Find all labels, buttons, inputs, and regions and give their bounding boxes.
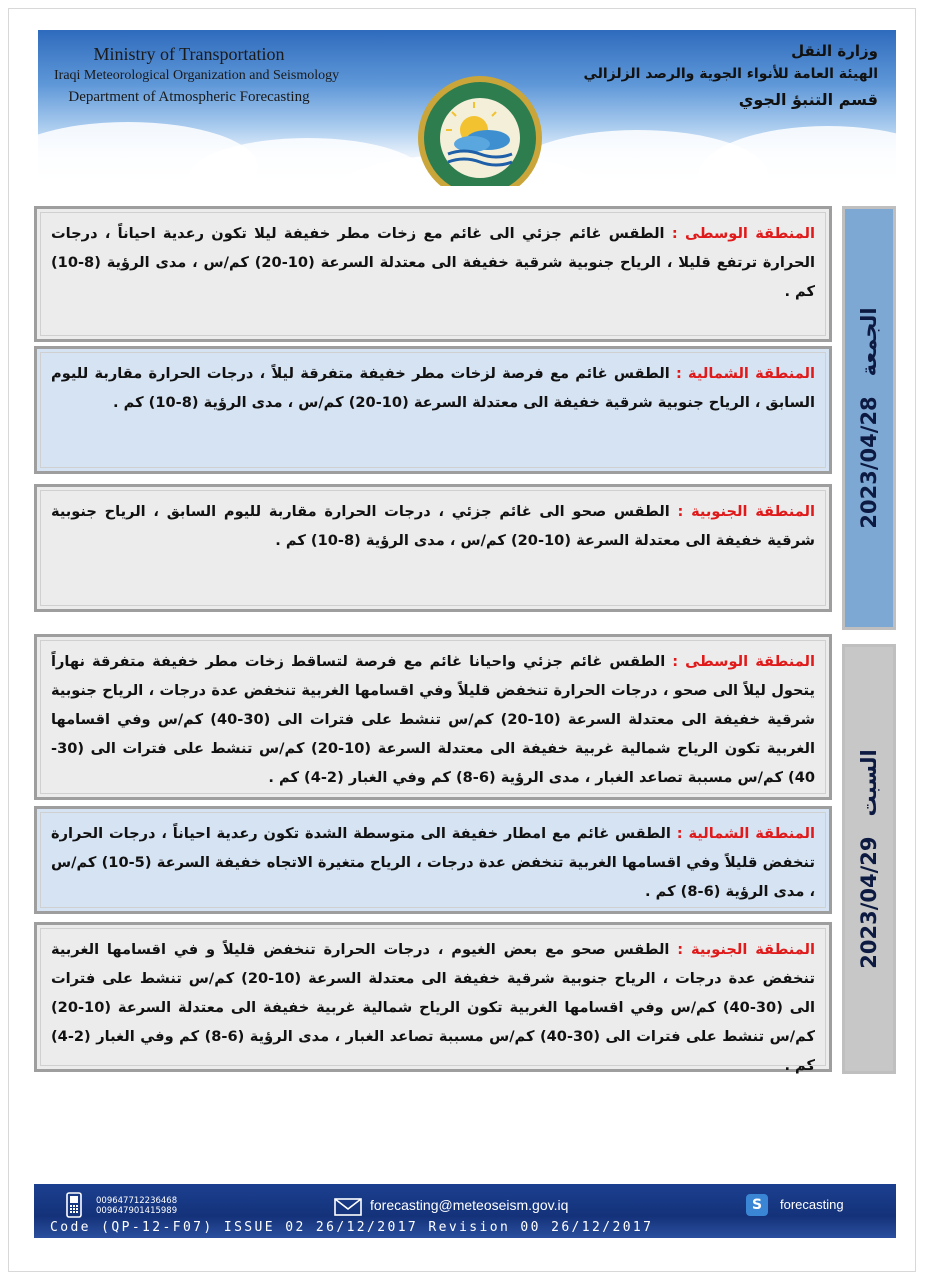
ministry-name-ar: وزارة النقل — [791, 42, 878, 60]
mail-icon — [334, 1198, 362, 1216]
phone-numbers — [96, 1196, 177, 1216]
forecast-south-friday — [34, 484, 832, 612]
header-english-block — [54, 44, 340, 106]
region-name: المنطقة الوسطى : — [672, 653, 815, 670]
department-name-ar: قسم التنبؤ الجوي — [738, 90, 878, 109]
region-forecast-text: الطقس غائم مع فرصة لزخات مطر خفيفة متفرقة ليلاً ، درجات الحرارة مقاربة لليوم السابق ، الرياح جنوبية شرقية خفيفة الى معتدلة السرعة (10-20) كم/س ، مدى الرؤية (8-10) كم . — [51, 365, 815, 411]
region-name: المنطقة الوسطى : — [671, 225, 815, 242]
region-name: المنطقة الجنوبية : — [677, 941, 816, 958]
contact-email[interactable]: forecasting@meteoseism.gov.iq — [370, 1197, 569, 1213]
document-header — [38, 30, 896, 186]
skype-icon: S — [746, 1194, 768, 1216]
region-forecast-text: الطقس صحو الى غائم جزئي ، درجات الحرارة مقاربة لليوم السابق ، الرياح جنوبية شرقية خفيفة الى معتدلة السرعة (10-20) كم/س ، مدى الرؤية (8-10) كم . — [51, 503, 815, 549]
day-name: السبت — [857, 749, 881, 817]
forecast-central-friday — [34, 206, 832, 342]
document-code-line: Code (QP-12-F07) ISSUE 02 26/12/2017 Revision 00 26/12/2017 — [50, 1220, 654, 1235]
region-name: المنطقة الجنوبية : — [677, 503, 815, 520]
logo-emblem-icon — [414, 72, 546, 186]
region-forecast-text: الطقس صحو مع بعض الغيوم ، درجات الحرارة تنخفض قليلاً و في اقسامها الغربية تنخفض عدة درجات ، الرياح جنوبية شرقية خفيفة الى معتدلة السرعة (10-20) كم/س تنشط على فترات الى (30-40) كم/س وفي اقسامها الغربية تكون الرياح شمالية غربية خفيفة الى معتدلة السرعة (10-20) كم/س تنشط على فترات الى (30-40) كم/س مسببة تصاعد الغبار ، مدى الرؤية (6-8) كم وفي الغبار (2-4) كم . — [51, 941, 816, 1074]
department-name-en: Department of Atmospheric Forecasting — [68, 89, 310, 105]
region-name: المنطقة الشمالية : — [676, 825, 815, 842]
day-date: 2023/04/29 — [857, 836, 881, 969]
region-name: المنطقة الشمالية : — [675, 365, 815, 382]
organization-name-ar: الهيئة العامة للأنواء الجوية والرصد الزلزالي — [583, 66, 878, 82]
skype-handle: forecasting — [780, 1197, 844, 1212]
phone-number-1: 009647712236468 — [96, 1196, 178, 1206]
day-name: الجمعة — [857, 307, 881, 377]
day-date: 2023/04/28 — [857, 396, 881, 529]
ministry-name-en: Ministry of Transportation — [93, 44, 285, 64]
region-forecast-text: الطقس غائم جزئي الى غائم مع زخات مطر خفيفة ليلا تكون رعدية احياناً ، درجات الحرارة ترتفع قليلا ، الرياح جنوبية شرقية خفيفة الى معتدلة السرعة (10-20) كم/س ، مدى الرؤية (8-10) كم . — [51, 225, 815, 300]
header-arabic-block — [583, 42, 878, 109]
forecast-north-friday — [34, 346, 832, 474]
forecast-central-saturday — [34, 634, 832, 800]
forecast-north-saturday — [34, 806, 832, 914]
phone-icon — [64, 1192, 84, 1218]
phone-number-2: 009647901415989 — [96, 1206, 178, 1216]
organization-name-en: Iraqi Meteorological Organization and Seismology — [54, 68, 340, 83]
forecast-south-saturday — [34, 922, 832, 1072]
region-forecast-text: الطقس غائم مع امطار خفيفة الى متوسطة الشدة تكون رعدية احياناً ، درجات الحرارة تنخفض قليلاً وفي اقسامها الغربية تنخفض عدة درجات ، الرياح متغيرة الاتجاه خفيفة السرعة (5-10) كم/س ، مدى الرؤية (6-8) كم . — [51, 825, 815, 900]
day-tab-saturday — [842, 644, 896, 1074]
document-footer — [34, 1184, 896, 1238]
region-forecast-text: الطقس غائم جزئي واحيانا غائم مع فرصة لتساقط زخات مطر خفيفة متفرقة نهاراً يتحول ليلاً الى صحو ، درجات الحرارة تنخفض قليلاً وفي اقسامها الغربية تنخفض عدة درجات ، الرياح جنوبية شرقية خفيفة الى معتدلة السرعة (10-20) كم/س تنشط على فترات الى (30-40) كم/س وفي اقسامها الغربية تكون الرياح شمالية غربية خفيفة الى معتدلة السرعة (10-20) كم/س تنشط على فترات الى (30-40) كم/س مسببة تصاعد الغبار ، مدى الرؤية (6-8) كم وفي الغبار (2-4) كم . — [51, 653, 815, 786]
day-tab-friday — [842, 206, 896, 630]
